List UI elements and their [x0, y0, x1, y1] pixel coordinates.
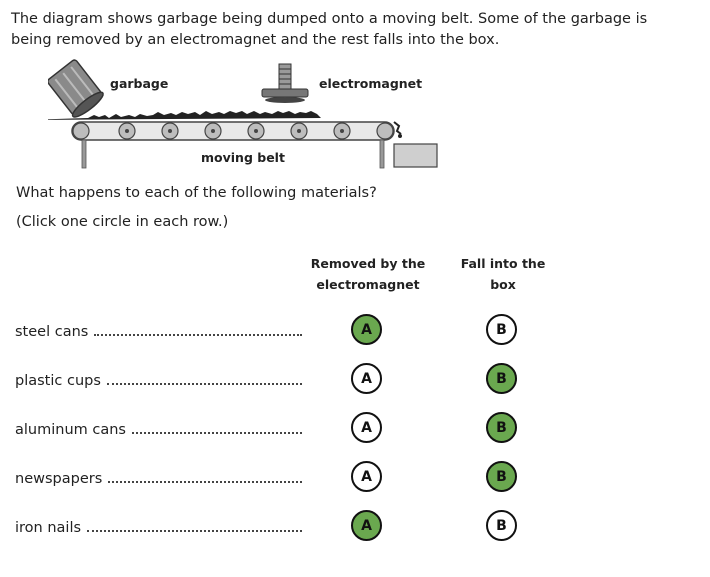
- label-moving-belt: moving belt: [201, 150, 285, 165]
- leader-dots: [107, 383, 302, 385]
- material-label: iron nails: [15, 520, 82, 536]
- choice-b-newspapers[interactable]: B: [486, 461, 517, 492]
- material-row-plastic-cups: [0, 367, 710, 407]
- material-row-iron-nails: [0, 514, 710, 554]
- material-label: aluminum cans: [15, 422, 126, 438]
- column-header-removed-line1: Removed by the: [310, 256, 426, 271]
- material-label: newspapers: [15, 471, 103, 487]
- leader-dots: [132, 432, 302, 434]
- material-row-newspapers: [0, 465, 710, 505]
- material-label: steel cans: [15, 324, 89, 340]
- instruction-text: (Click one circle in each row.): [16, 214, 229, 230]
- label-electromagnet: electromagnet: [319, 76, 423, 91]
- choice-a-aluminum-cans[interactable]: A: [351, 412, 382, 443]
- label-garbage: garbage: [110, 76, 169, 91]
- garbage-can-icon: [48, 58, 106, 120]
- choice-a-iron-nails[interactable]: A: [351, 510, 382, 541]
- conveyor-diagram: [48, 58, 448, 170]
- column-header-fall: [433, 253, 573, 295]
- electromagnet-icon: [262, 64, 308, 103]
- garbage-pile: [48, 111, 321, 120]
- column-header-fall-line1: Fall into the: [460, 256, 546, 271]
- collection-box: [394, 144, 437, 167]
- choice-a-steel-cans[interactable]: A: [351, 314, 382, 345]
- choice-a-newspapers[interactable]: A: [351, 461, 382, 492]
- choice-a-plastic-cups[interactable]: A: [351, 363, 382, 394]
- leader-dots: [87, 530, 302, 532]
- question-text: What happens to each of the following materials?: [16, 185, 377, 201]
- choice-b-iron-nails[interactable]: B: [486, 510, 517, 541]
- choice-b-aluminum-cans[interactable]: B: [486, 412, 517, 443]
- material-label: plastic cups: [15, 373, 101, 389]
- material-row-steel-cans: [0, 318, 710, 358]
- leader-dots: [108, 481, 302, 483]
- column-header-fall-line2: box: [490, 277, 516, 292]
- choice-b-steel-cans[interactable]: B: [486, 314, 517, 345]
- column-header-removed: [298, 253, 438, 295]
- intro-text: The diagram shows garbage being dumped onto a moving belt. Some of the garbage is being removed by an electromagnet and the rest falls into the box.: [11, 11, 648, 48]
- column-header-removed-line2: electromagnet: [316, 277, 420, 292]
- choice-b-plastic-cups[interactable]: B: [486, 363, 517, 394]
- material-row-aluminum-cans: [0, 416, 710, 456]
- leader-dots: [94, 334, 302, 336]
